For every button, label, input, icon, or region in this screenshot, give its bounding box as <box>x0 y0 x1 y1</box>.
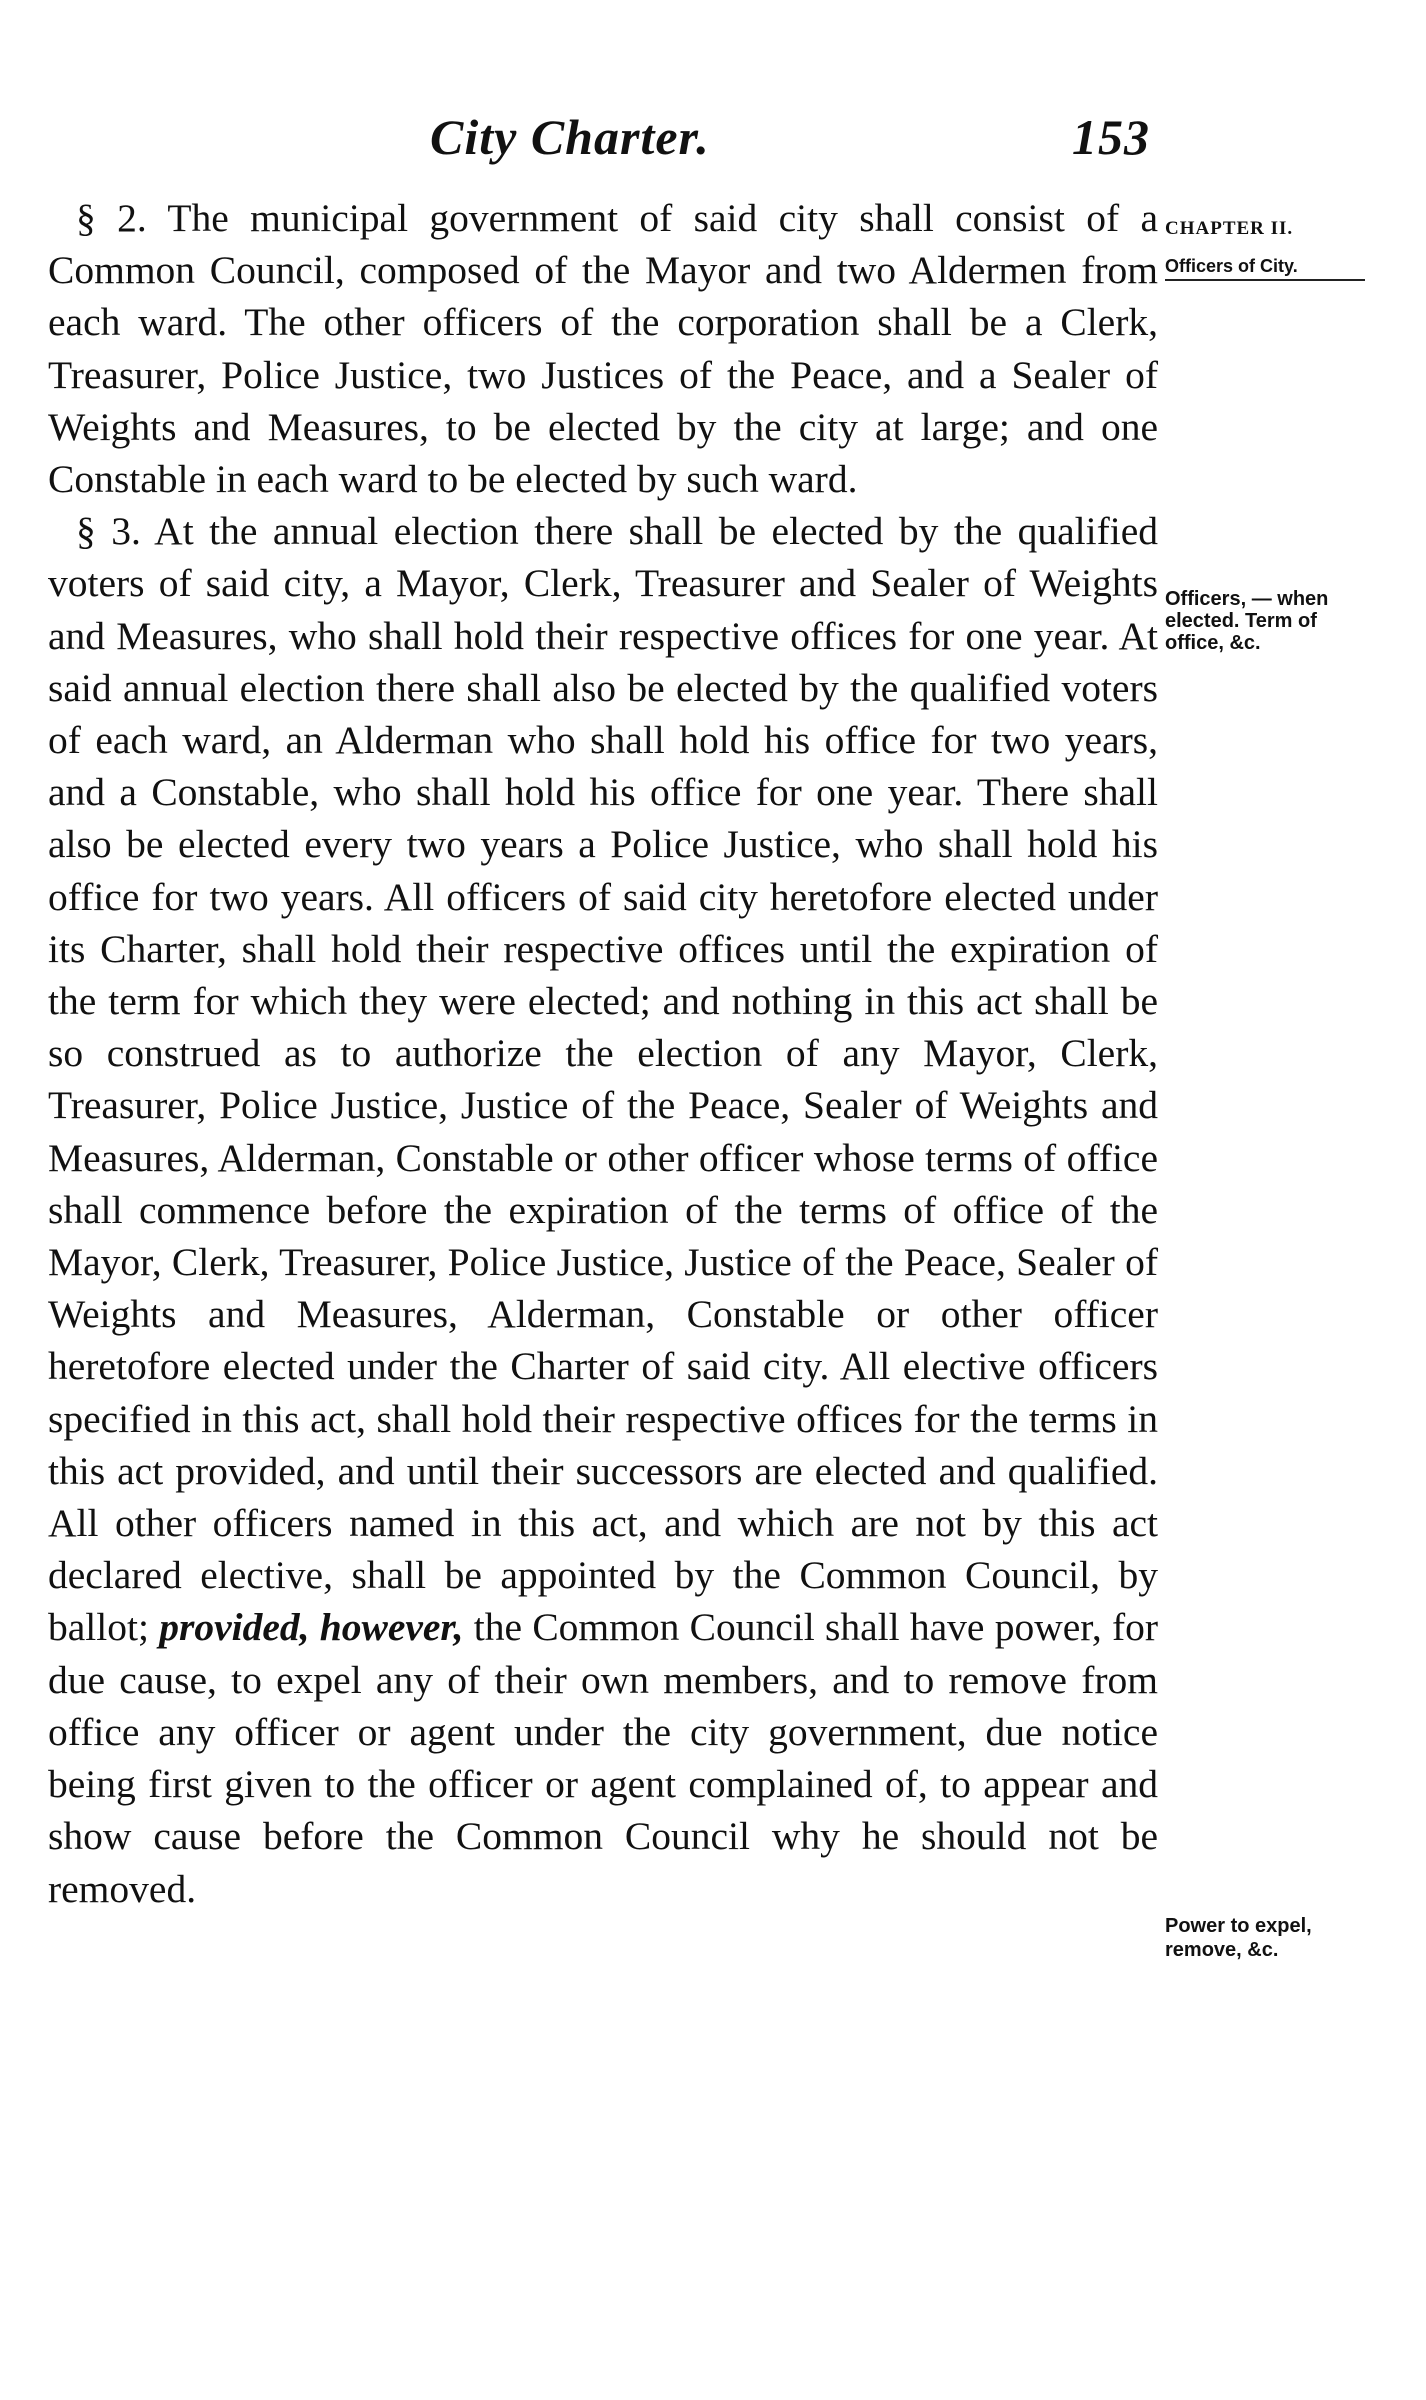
section-3-emphasis: provided, however, <box>159 1605 464 1650</box>
section-3-text-after: the Common Council shall have power, for due cause, to expel any of their own members, and to remove from office any officer or agent under the city government, due notice being first given to the officer or agent complained of, to appear and show cause before the Common Council why he should not be removed. <box>48 1605 1159 1911</box>
margin-note-officers-of-city: Officers of City. <box>1165 255 1365 281</box>
section-3-text-before: § 3. At the annual election there shall be elected by the qualified voters of said city, a Mayor, Clerk, Treasurer and Sealer of Weights and Measures, who shall hold their respective offices for one year. At said annual election there shall also be elected by the qualified voters of each ward, an Alderman who shall hold his office for two years, and a Constable, who shall hold his office for one year. There shall also be elected every two years a Police Justice, who shall hold his office for two years. All officers of said city heretofore elected under its Charter, shall hold their respective offices until the expiration of the term for which they were elected; and nothing in this act shall be so construed as to authorize the election of any Mayor, Clerk, Treasurer, Police Justice, Justice of the Peace, Sealer of Weights and Measures, Alderman, Constable or other officer whose terms of office shall commence before the expiration of the terms of office of the Mayor, Clerk, Treasurer, Police Justice, Justice of the Peace, Sealer of Weights and Measures, Alderman, Constable or other officer heretofore elected under the Charter of said city. All elective officers specified in this act, shall hold their respective offices for the terms in this act provided, and until their successors are elected and qualified. All other officers named in this act, and which are not by this act declared elective, shall be appointed by the Common Council, by ballot; <box>48 509 1158 1650</box>
margin-note-power-to-expel: Power to expel, remove, &c. <box>1165 1915 1312 1961</box>
running-head <box>430 108 1150 168</box>
running-head-title: City Charter. <box>430 109 710 165</box>
section-2-paragraph: § 2. The municipal government of said city shall consist of a Common Council, composed of the Mayor and two Aldermen from each ward. The other officers of the corporation shall be a Clerk, Treasurer, Police Justice, two Justices of the Peace, and a Sealer of Weights and Measures, to be elected by the city at large; and one Constable in each ward to be elected by such ward. <box>48 196 1158 502</box>
margin-note-chapter: CHAPTER II. <box>1165 218 1294 239</box>
body-text <box>48 192 1158 1915</box>
margin-note-officers-when-elected: Officers, — when elected. Term of office, &c. <box>1165 588 1329 654</box>
page-number: 153 <box>1072 109 1150 165</box>
section-3-paragraph <box>48 505 1158 1914</box>
